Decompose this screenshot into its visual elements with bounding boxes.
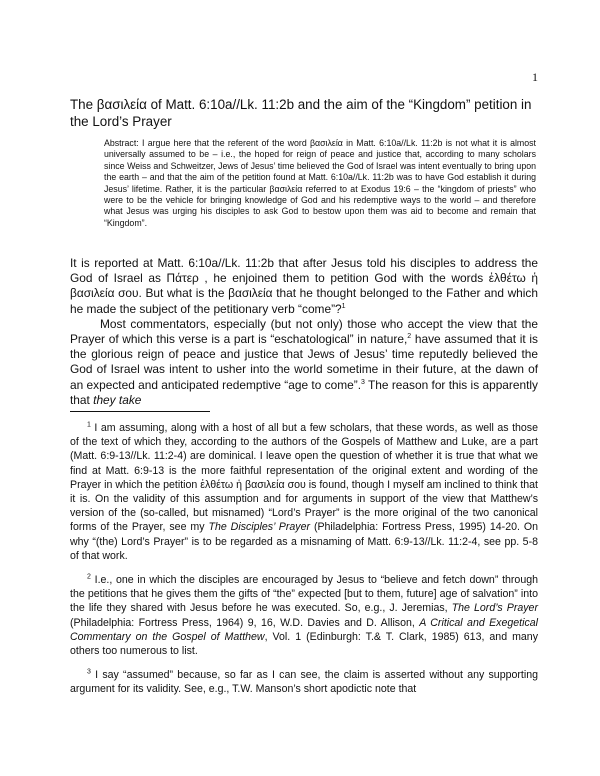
footnote-1-text-a: I am assuming, along with a host of all but a few scholars, that these words, as well as those of the text of which they, according to the authors of the Gospels of Matthew and Luke, are a part (Matt. 6:9-13//Lk. 11:2-4) are dominical. I leave open the question of whether it is true that what we find at Matt. 6:9-13 is the more faithful representation of the original extent and wording of the Prayer in which the petition ἐλθέτω ἡ βασιλεία σου is found, though I myself am inclined to think that it is. On the validity of this assumption and for arguments in support of the view that Matthew’s version of the (so-called, but misnamed) “Lord’s Prayer” is the more original of the two canonical forms of the Prayer, see my	[70, 422, 538, 534]
footnote-1-italic: The Disciples’ Prayer	[208, 521, 310, 534]
footnote-1	[70, 421, 538, 563]
footnote-1-number: 1	[87, 421, 91, 429]
paper-title	[70, 96, 540, 130]
footnote-2-text-c: , Vol. 1 (Edinburgh: T.& T. Clark, 1985) 613, and many others too numerous to list.	[70, 630, 538, 658]
footnote-3-text-a: I say “assumed” because, so far as I can see, the claim is asserted without any supporting argument for its validity. See, e.g., T.W. Manson’s short apodictic note that	[70, 669, 538, 696]
para1-text: It is reported at Matt. 6:10a//Lk. 11:2b that after Jesus told his disciples to address the God of Israel as Πάτερ , he enjoined them to petition God with the words ἐλθέτω ἡ βασιλεία σου. But what is the βασιλεία that he thought belonged to the Father and which he made the subject of the petitionary verb “come”?	[70, 256, 538, 316]
title-greek: βασιλεία	[96, 97, 147, 112]
para2-italic: they take	[93, 392, 142, 407]
footnote-ref-2[interactable]: 2	[407, 333, 412, 341]
body-text	[70, 256, 538, 408]
footnote-3	[70, 668, 538, 696]
para2-text-c: The reason for this is apparently that	[70, 377, 538, 407]
footnote-ref-3[interactable]: 3	[361, 378, 365, 386]
abstract: Abstract: I argue here that the referent of the word βασιλεία in Matt. 6:10a//Lk. 11:2b is not what it is almost universally assumed to be – i.e., the hoped for reign of peace and justice that, according to many scholars since Weiss and Schweitzer, Jews of Jesus’ time believed the God of Israel was intent eventually to bring upon the earth – and that the aim of the petition found at Matt. 6:10a//Lk. 11:2b was to have God establish it during Jesus’ lifetime. Rather, it is the particular βασιλεία referred to at Exodus 19:6 – the “kingdom of priests” who were to be the vehicle for bringing knowledge of God and his redemptive ways to the world – and therefore what Jesus was urging his disciples to ask God to bestow upon them was aid to become and remain that “Kingdom”.	[104, 138, 536, 228]
footnote-2-italic-1: The Lord’s Prayer	[451, 602, 538, 615]
page-number: 1	[532, 70, 538, 84]
footnote-2-text-b: (Philadelphia: Fortress Press, 1964) 9, 16, W.D. Davies and D. Allison,	[70, 616, 420, 629]
para2-text-a: Most commentators, especially (but not only) those who accept the view that the Prayer of which this verse is a part is “eschatological” in nature,	[70, 316, 538, 347]
body-paragraph-1	[70, 256, 538, 317]
footnote-ref-1[interactable]: 1	[341, 302, 346, 310]
body-paragraph-2	[70, 317, 538, 408]
footnote-3-number: 3	[87, 668, 91, 676]
footnote-2-text-a: I.e., one in which the disciples are encouraged by Jesus to “believe and fetch down” through the petitions that he gives them the gifts of “the” expected [but to them, future] age of salvation” into the life they shared with Jesus before he was executed. So, e.g., J. Jeremias,	[70, 574, 538, 615]
footnote-2-number: 2	[87, 573, 91, 581]
footnote-2	[70, 573, 538, 658]
footnote-separator	[70, 411, 210, 412]
title-before: The	[70, 97, 97, 112]
footnote-1-text-b: (Philadelphia: Fortress Press, 1995) 14-20. On why “(the) Lord’s Prayer” is to be regarded as a misnaming of Matt. 6:9-13//Lk. 11:2-4, see pp. 5-8 of that work.	[70, 521, 539, 562]
footnotes	[70, 421, 538, 707]
title-after: of Matt. 6:10a//Lk. 11:2b and the aim of the “Kingdom” petition in the Lord’s Prayer	[70, 97, 532, 129]
para2-text-b: have assumed that it is the glorious reign of peace and justice that Jews of Jesus’ time reputedly believed the God of Israel was intent to usher into the world sometime in their future, at the dawn of an expected and anticipated redemptive “age to come”.	[70, 332, 538, 392]
footnote-2-italic-2: A Critical and Exegetical Commentary on the Gospel of Matthew	[70, 616, 538, 643]
